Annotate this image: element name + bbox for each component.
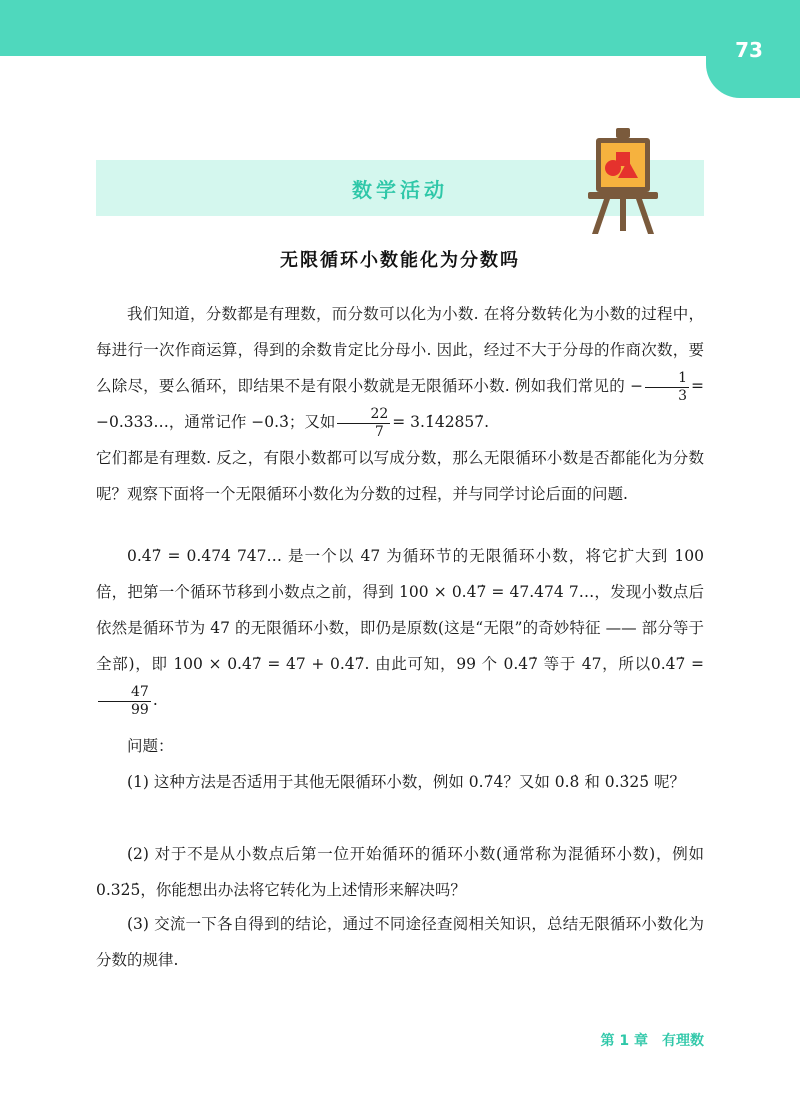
fraction-47-99 xyxy=(98,684,151,717)
page-number: 73 xyxy=(735,38,763,62)
top-header-bar xyxy=(0,0,800,56)
intro-paragraph xyxy=(96,296,704,440)
fraction-22-7 xyxy=(337,406,390,439)
easel-icon xyxy=(582,128,664,234)
example-paragraph xyxy=(96,538,704,718)
intro-text-3: = 3.1̇42857̇. xyxy=(392,413,490,431)
intro-text-2: = −0.333…，通常记作 −0.3̇；又如 xyxy=(96,377,704,431)
fraction-denominator: 7 xyxy=(374,423,384,440)
example-text-1: 0.4̇7̇ = 0.474 747… 是一个以 47 为循环节的无限循环小数，将它扩大到 100 倍，把第一个循环节移到小数点之前，得到 100 × 0.4̇7̇ = 47.474 7…，发现小数点后依然是循环节为 47 的无限循环小数，即仍是原数(这是“无限”的奇妙特征 —— 部分等于全部)，即 100 × 0.4̇7̇ = 47 + 0.4̇7̇. 由此可知，99 个 0.4̇7̇ 等于 47，所以0.4̇7̇ = xyxy=(96,547,704,673)
question-2: (2) 对于不是从小数点后第一位开始循环的循环小数(通常称为混循环小数)，例如 0.32̇5̇，你能想出办法将它转化为上述情形来解决吗？ xyxy=(96,845,704,899)
fraction-numerator: 47 xyxy=(98,684,151,701)
question-3: (3) 交流一下各自得到的结论，通过不同途径查阅相关知识，总结无限循环小数化为分数的规律. xyxy=(96,915,704,969)
fraction-denominator: 99 xyxy=(131,701,149,718)
chapter-footer: 第 1 章 有理数 xyxy=(600,1033,704,1049)
intro-text-1: 我们知道，分数都是有理数，而分数可以化为小数. 在将分数转化为小数的过程中，每进行一次作商运算，得到的余数肯定比分母小. 因此，经过不大于分母的作商次数，要么除尽，要么循环，即结果不是有限小数就是无限循环小数. 例如我们常见的 − xyxy=(96,305,704,395)
article-title: 无限循环小数能化为分数吗 xyxy=(280,250,520,271)
banner-title: 数学活动 xyxy=(352,178,448,202)
example-text-2: . xyxy=(152,691,158,709)
questions-label: 问题： xyxy=(127,737,174,755)
fraction-numerator: 1 xyxy=(645,370,689,387)
fraction-numerator: 22 xyxy=(337,406,390,423)
fraction-denominator: 3 xyxy=(678,387,687,404)
intro-paragraph-cont: 它们都是有理数. 反之，有限小数都可以写成分数，那么无限循环小数是否都能化为分数呢？观察下面将一个无限循环小数化为分数的过程，并与同学讨论后面的问题. xyxy=(96,449,704,503)
question-1: (1) 这种方法是否适用于其他无限循环小数，例如 0.7̇4̇？又如 0.8̇ 和 0.3̇25̇ 呢？ xyxy=(127,773,686,791)
fraction-one-third xyxy=(645,370,689,403)
